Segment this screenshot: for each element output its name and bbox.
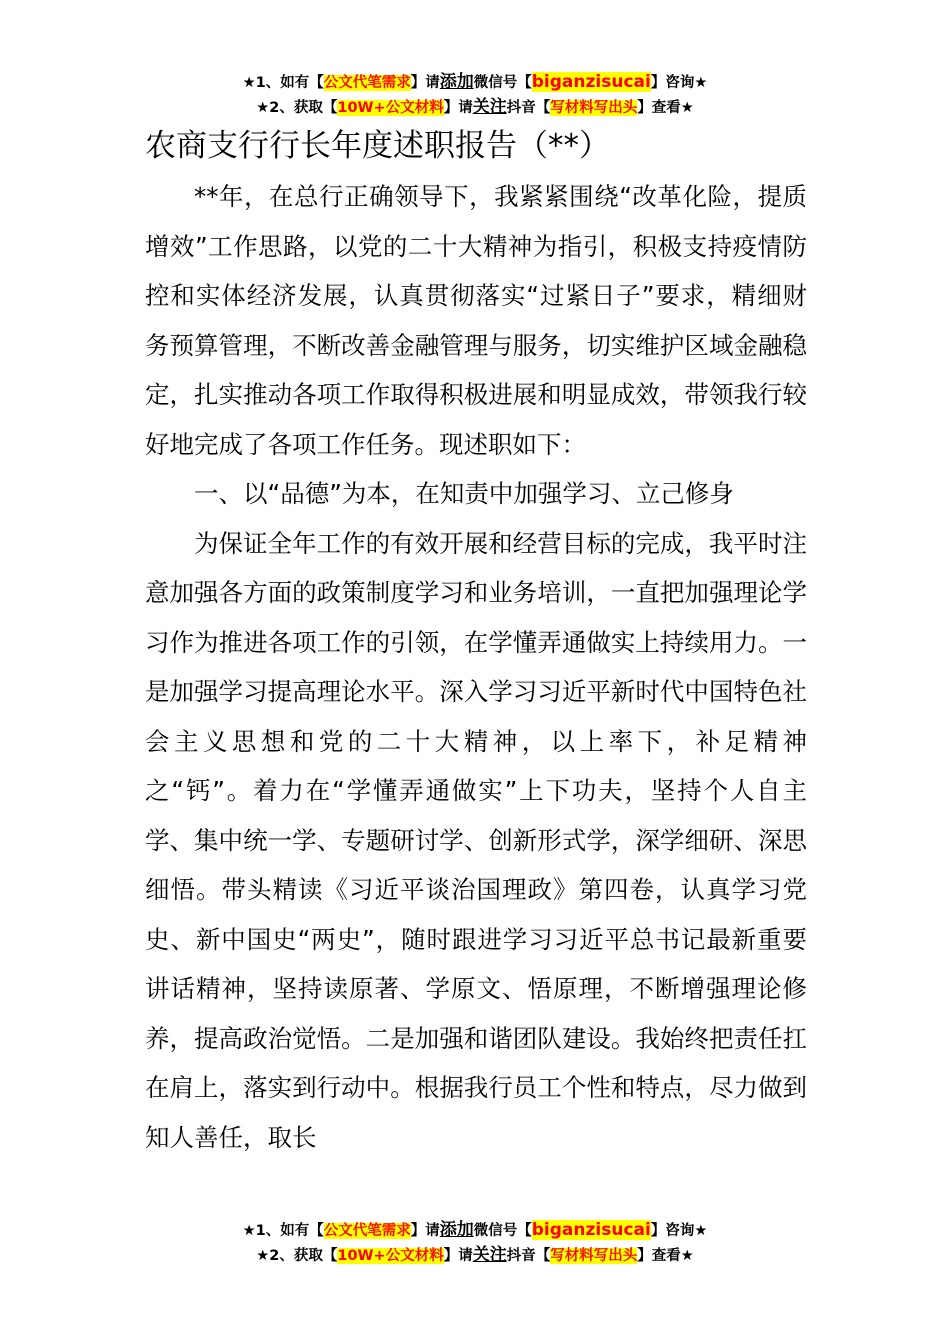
promo-text: 】请: [443, 1248, 473, 1264]
promo-text: 微信号【: [473, 1223, 532, 1239]
promo-line-1: [0, 70, 950, 95]
section-paragraph: 为保证全年工作的有效开展和经营目标的完成，我平时注意加强各方面的政策制度学习和业务培训，一直把加强理论学习作为推进各项工作的引领，在学懂弄通做实上持续用力。一是加强学习提高理论水平。深入学习习近平新时代中国特色社会主义思想和党的二十大精神，以上率下，补足精神之“钙”。着力在“学懂弄通做实”上下功夫，坚持个人自主学、集中统一学、专题研讨学、创新形式学，深学细研、深思细悟。带头精读《习近平谈治国理政》第四卷，认真学习党史、新中国史“两史”，随时跟进学习习近平总书记最新重要讲话精神，坚持读原著、学原文、悟原理，不断增强理论修养，提高政治觉悟。二是加强和谐团队建设。我始终把责任扛在肩上，落实到行动中。根据我行员工个性和特点，尽力做到知人善任，取长: [145, 528, 807, 1152]
promo-douyin-id: 写材料写出头: [550, 100, 638, 116]
promo-text: 抖音【: [506, 1248, 551, 1264]
document-title: 农商支行行长年度述职报告（**）: [145, 128, 610, 164]
promo-text: 】查看★: [637, 1248, 694, 1264]
promo-text: ★2、获取【: [256, 1248, 338, 1264]
promo-banner-top: [0, 70, 950, 120]
promo-text: ★1、如有【: [242, 75, 324, 91]
promo-underlined: 添加: [439, 72, 474, 92]
promo-text: 】查看★: [637, 100, 694, 116]
promo-highlight: 公文代笔需求: [323, 75, 411, 91]
promo-text: 】请: [410, 75, 440, 91]
promo-line-1: [0, 1218, 950, 1243]
promo-text: 抖音【: [506, 100, 551, 116]
promo-underlined: 关注: [472, 1245, 507, 1265]
promo-text: ★2、获取【: [256, 100, 338, 116]
promo-banner-bottom: [0, 1218, 950, 1268]
promo-text: ★1、如有【: [242, 1223, 324, 1239]
promo-underlined: 添加: [439, 1220, 474, 1240]
promo-wechat-id: biganzisucai: [531, 1220, 651, 1240]
promo-line-2: [0, 1243, 950, 1268]
promo-line-2: [0, 95, 950, 120]
promo-text: 】请: [443, 100, 473, 116]
promo-underlined: 关注: [472, 97, 507, 117]
document-body: [145, 124, 807, 1162]
promo-wechat-id: biganzisucai: [531, 72, 651, 92]
promo-text: 微信号【: [473, 75, 532, 91]
promo-highlight: 公文代笔需求: [323, 1223, 411, 1239]
promo-douyin-id: 写材料写出头: [550, 1248, 638, 1264]
promo-highlight: 10W+公文材料: [337, 1248, 444, 1264]
section-heading: 一、以“品德”为本，在知责中加强学习、立己修身: [194, 479, 734, 508]
promo-text: 】请: [410, 1223, 440, 1239]
promo-text: 】咨询★: [650, 1223, 708, 1239]
promo-text: 】咨询★: [650, 75, 708, 91]
intro-paragraph: **年，在总行正确领导下，我紧紧围绕“改革化险，提质增效”工作思路，以党的二十大精神为指引，积极支持疫情防控和实体经济发展，认真贯彻落实“过紧日子”要求，精细财务预算管理，不断改善金融管理与服务，切实维护区域金融稳定，扎实推动各项工作取得积极进展和明显成效，带领我行较好地完成了各项工作任务。现述职如下：: [145, 182, 807, 459]
promo-highlight: 10W+公文材料: [337, 100, 444, 116]
